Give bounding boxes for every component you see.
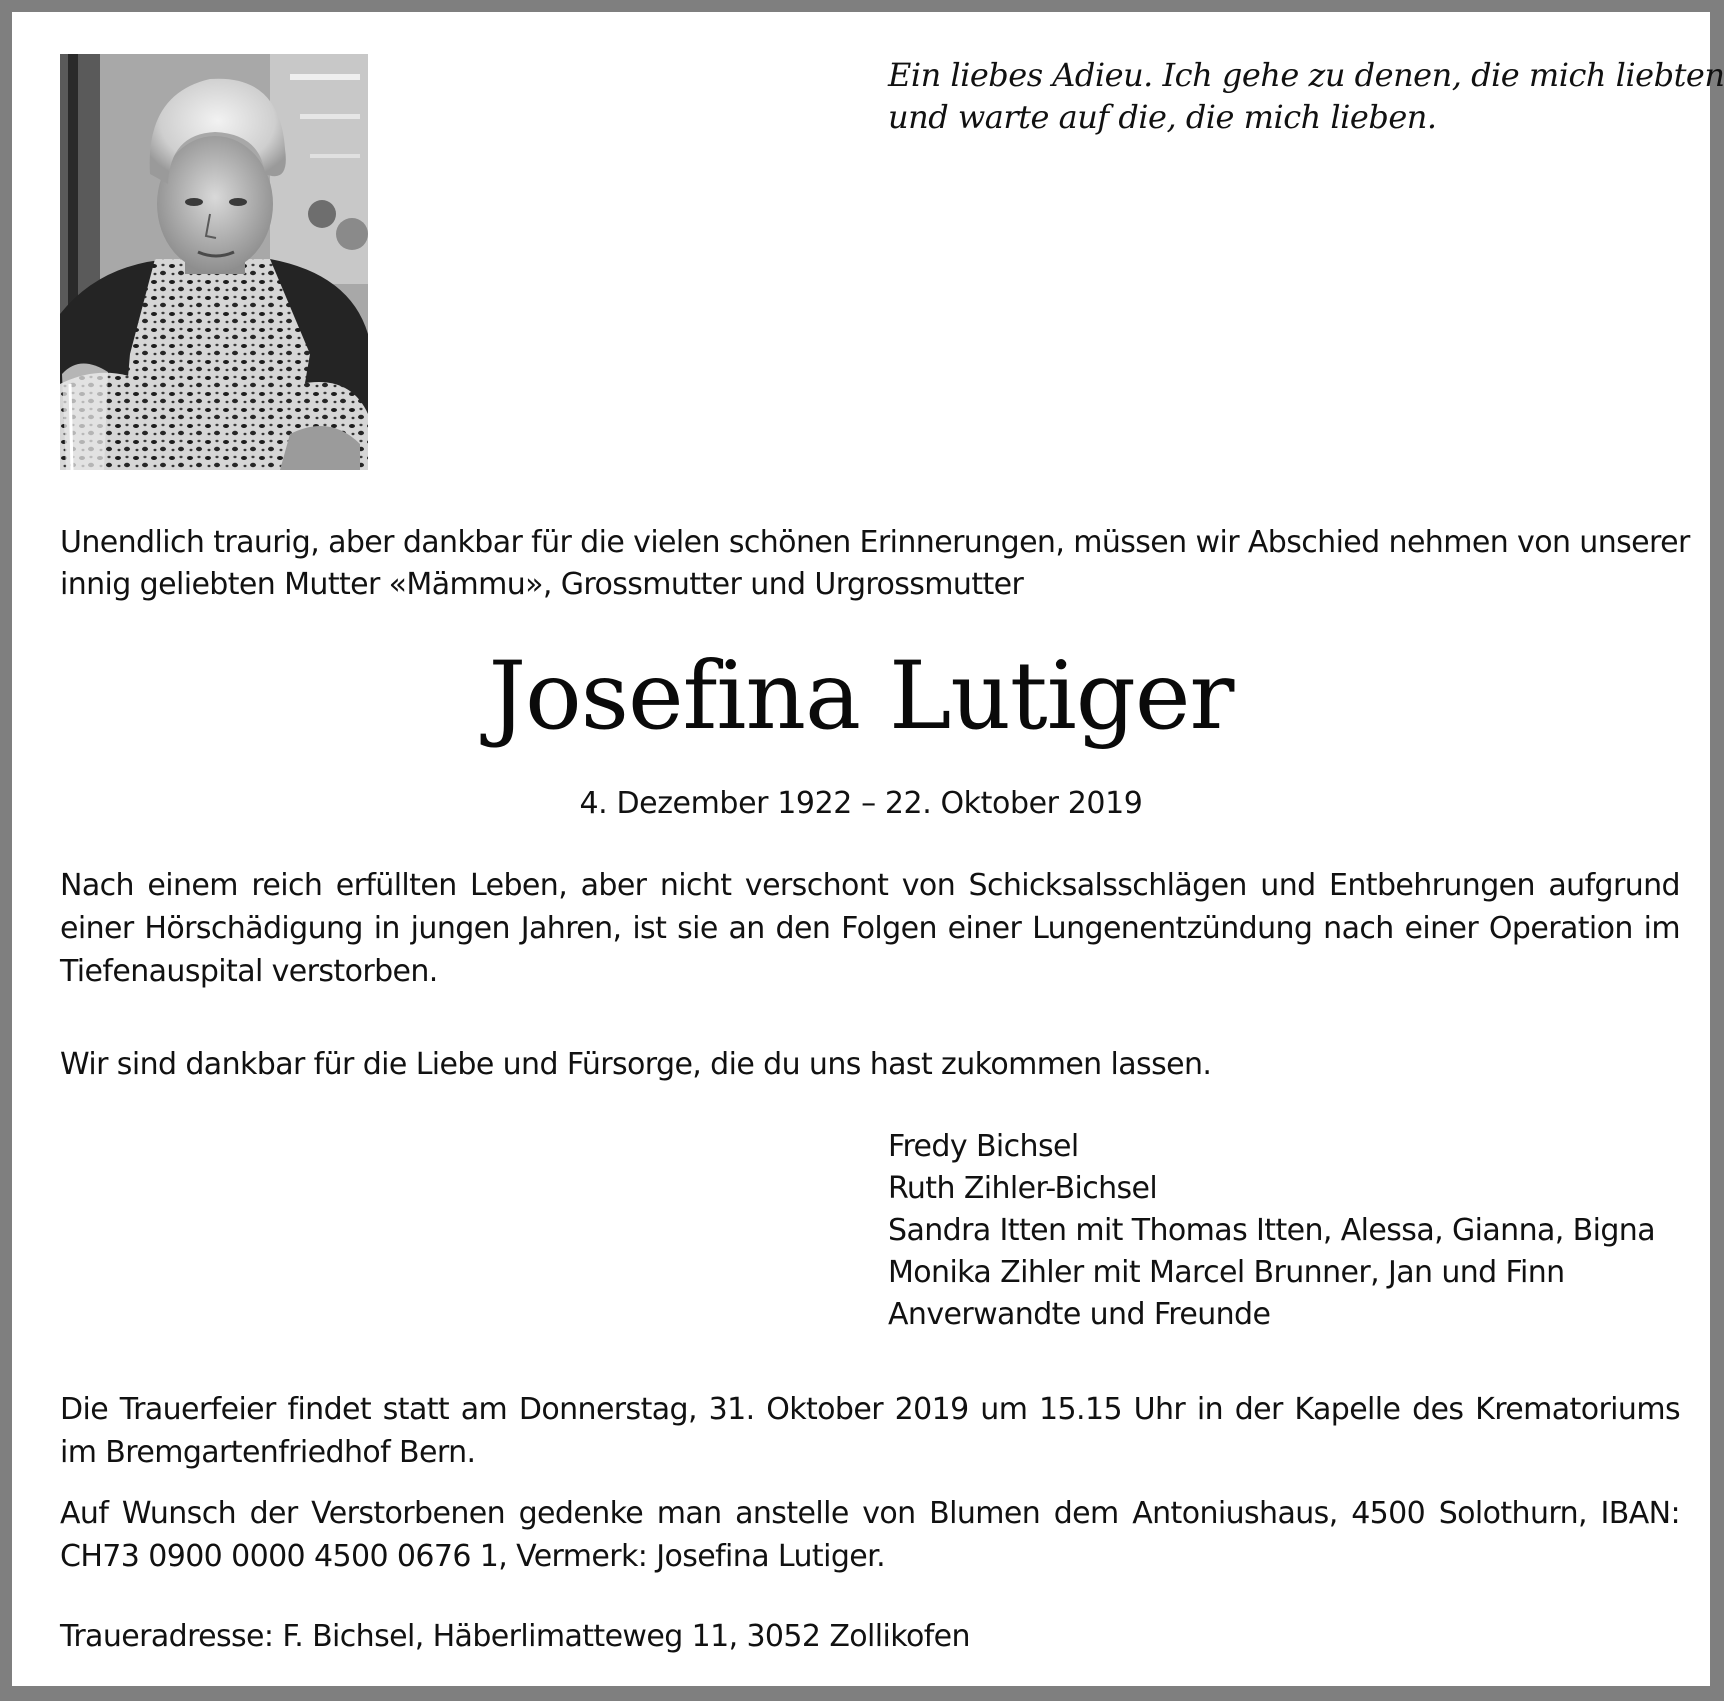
mourner: Anverwandte und Freunde [888,1297,1271,1332]
mourning-address: Traueradresse: F. Bichsel, Häberlimatteweg 11, 3052 Zollikofen [60,1619,970,1654]
portrait-photo [60,54,368,470]
donation-line: CH73 0900 0000 4500 0676 1, Vermerk: Josefina Lutiger. [60,1539,886,1574]
obituary-page [12,12,1724,1686]
mourner: Ruth Zihler-Bichsel [888,1171,1158,1206]
ceremony-notice [60,1388,1680,1474]
bio-line: einer Hörschädigung in jungen Jahren, ist sie an den Folgen einer Lungenentzündung nach einer Operation im [60,911,1680,946]
farewell-quote [888,54,1724,138]
life-dates: 4. Dezember 1922 – 22. Oktober 2019 [579,786,1143,821]
ceremony-line: Die Trauerfeier findet statt am Donnerstag, 31. Oktober 2019 um 15.15 Uhr in der Kapelle des Krematoriums [60,1392,1680,1427]
donation-line: Auf Wunsch der Verstorbenen gedenke man anstelle von Blumen dem Antoniushaus, 4500 Solothurn, IBAN: [60,1496,1680,1531]
mourners-list [888,1126,1688,1336]
mourner: Monika Zihler mit Marcel Brunner, Jan und Finn [888,1255,1565,1290]
donation-notice [60,1492,1680,1578]
biography-paragraph [60,864,1680,993]
intro-paragraph [60,522,1690,606]
mourner: Sandra Itten mit Thomas Itten, Alessa, Gianna, Bigna [888,1213,1655,1248]
intro-line: Unendlich traurig, aber dankbar für die vielen schönen Erinnerungen, müssen wir Abschied nehmen von unserer [60,525,1690,560]
ceremony-line: im Bremgartenfriedhof Bern. [60,1435,476,1470]
mourner: Fredy Bichsel [888,1129,1079,1164]
bio-line: Tiefenauspital verstorben. [60,954,438,989]
quote-line: und warte auf die, die mich lieben. [888,98,1437,136]
quote-line: Ein liebes Adieu. Ich gehe zu denen, die mich liebten [888,56,1724,94]
deceased-name: Josefina Lutiger [488,642,1234,751]
bio-line: Nach einem reich erfüllten Leben, aber nicht verschont von Schicksalsschlägen und Entbehrungen aufgrund [60,868,1680,903]
thanks-line: Wir sind dankbar für die Liebe und Fürsorge, die du uns hast zukommen lassen. [60,1047,1212,1082]
intro-line: innig geliebten Mutter «Mämmu», Grossmutter und Urgrossmutter [60,567,1024,602]
